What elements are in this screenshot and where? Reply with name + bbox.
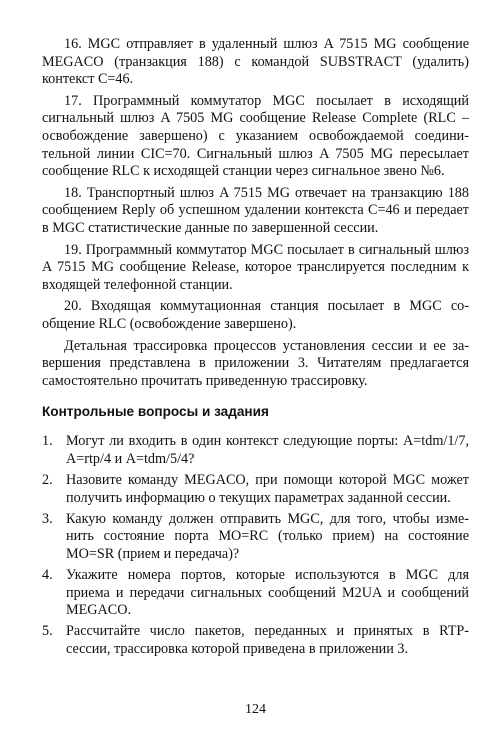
question-text: Какую команду должен отправить MGC, для того, чтобы изменить состояние порта MO=RC (только прием) на состояние MO=SR (прием и передача)? bbox=[66, 510, 469, 562]
page-number: 124 bbox=[245, 702, 266, 717]
question-item bbox=[42, 511, 469, 563]
paragraph-trace-note: Детальная трассировка процессов установления сессии и ее завершения представлена в приложении 3. Читателям предлагается самостоятельно прочитать приведенную трассировку. bbox=[42, 337, 469, 389]
question-item bbox=[42, 567, 469, 619]
question-text: Назовите команду MEGACO, при помощи которой MGC может получить информацию о текущих параметрах заданной сессии. bbox=[66, 472, 469, 506]
paragraph-step-19: 19. Программный коммутатор MGC посылает в сигнальный шлюз A 7515 MG сообщение Release, которое транслируется последним к входящей телефонной станции. bbox=[42, 241, 469, 293]
paragraph-step-20: 20. Входящая коммутационная станция посылает в MGC сообщение RLC (освобождение завершено). bbox=[42, 298, 469, 332]
paragraph-step-17: 17. Программный коммутатор MGC посылает в исходящий сигнальный шлюз A 7505 MG сообщение Release Complete (RLC – освобождение завершено) с указанием освобождаемой соединительной линии CIC=70. Сигнальный шлюз A 7505 MG пересылает сообщение RLC к исходящей станции через сигнальное звено №6. bbox=[42, 92, 469, 180]
question-number: 1. bbox=[42, 433, 53, 450]
question-number: 3. bbox=[42, 510, 53, 527]
question-item bbox=[42, 623, 469, 658]
question-item bbox=[42, 472, 469, 507]
document-page bbox=[42, 36, 469, 736]
question-list bbox=[42, 433, 469, 658]
question-number: 4. bbox=[42, 567, 53, 584]
question-number: 2. bbox=[42, 472, 53, 489]
question-number: 5. bbox=[42, 623, 53, 640]
section-heading: Контрольные вопросы и задания bbox=[42, 404, 269, 420]
question-text: Могут ли входить в один контекст следующие порты: A=tdm/1/7, A=rtp/4 и A=tdm/5/4? bbox=[66, 433, 469, 467]
question-item bbox=[42, 433, 469, 468]
paragraph-step-16: 16. MGC отправляет в удаленный шлюз A 7515 MG сообщение MEGACO (транзакция 188) с командой SUBSTRACT (удалить) контекст C=46. bbox=[42, 36, 469, 88]
question-text: Укажите номера портов, которые используются в MGC для приема и передачи сигнальных сообщений M2UA и сообщений MEGACO. bbox=[66, 567, 469, 618]
paragraph-step-18: 18. Транспортный шлюз A 7515 MG отвечает на транзакцию 188 сообщением Reply об успешном удалении контекста C=46 и передает в MGC статистические данные по завершенной сессии. bbox=[42, 184, 469, 236]
question-text: Рассчитайте число пакетов, переданных и принятых в RTP-сессии, трассировка которой приведена в приложении 3. bbox=[66, 623, 469, 657]
